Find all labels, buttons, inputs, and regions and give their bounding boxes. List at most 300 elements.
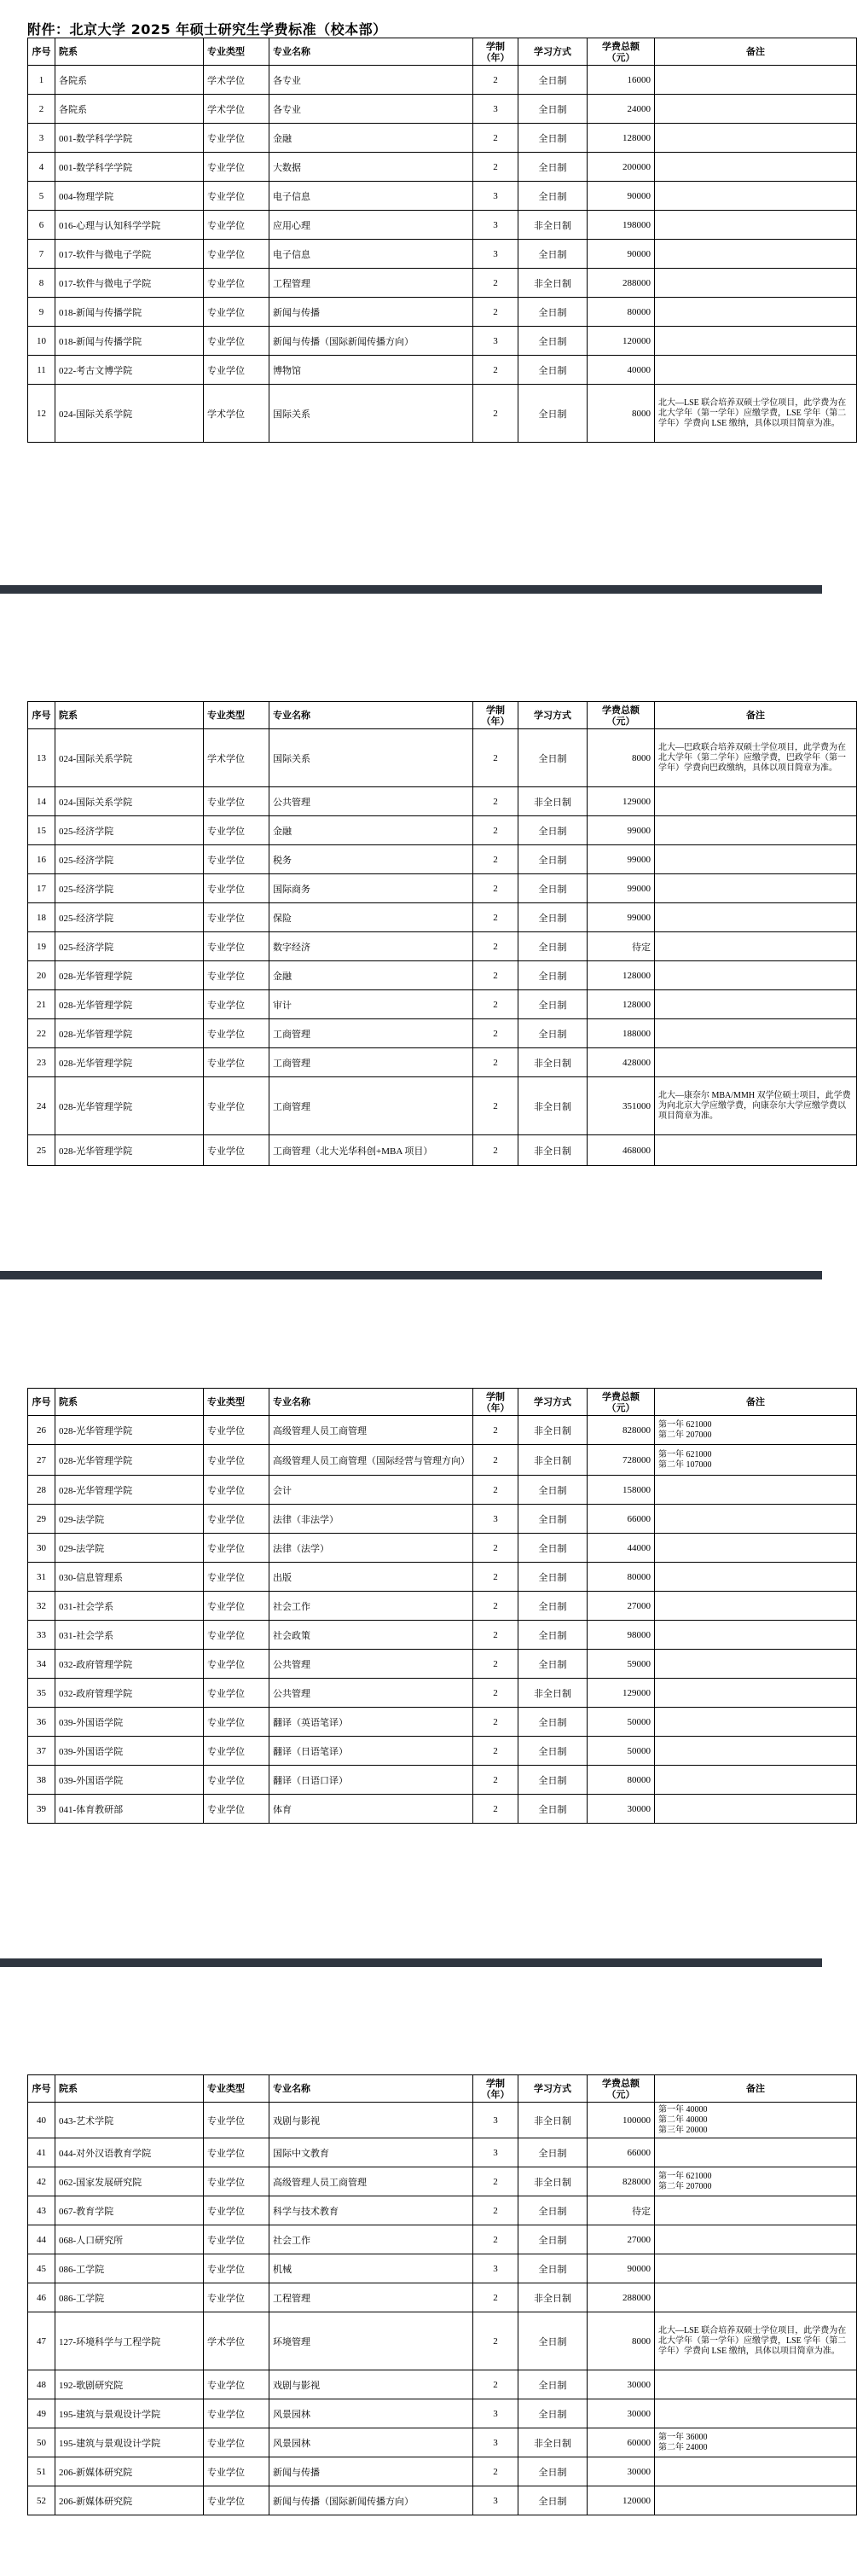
table-row — [28, 182, 857, 211]
table-row — [28, 1476, 857, 1505]
cell-remarks — [655, 2486, 857, 2515]
cell-remarks: 北大—LSE 联合培养双硕士学位项目，此学费为在北大学年（第一学年）应缴学费，LSE 学年（第二学年）学费向 LSE 缴纳，具体以项目简章为准。 — [655, 2312, 857, 2370]
cell-major-name: 金融 — [269, 124, 473, 153]
cell-tuition-total: 99000 — [588, 903, 655, 932]
cell-degree-type: 专业学位 — [204, 2283, 269, 2312]
cell-study-mode: 全日制 — [518, 2225, 588, 2254]
cell-degree-type: 专业学位 — [204, 845, 269, 874]
cell-degree-type: 专业学位 — [204, 2486, 269, 2515]
cell-duration-years: 3 — [473, 211, 518, 240]
cell-row-number: 24 — [28, 1077, 55, 1135]
cell-degree-type: 专业学位 — [204, 1621, 269, 1650]
table-row — [28, 990, 857, 1019]
cell-row-number: 21 — [28, 990, 55, 1019]
cell-duration-years: 2 — [473, 2225, 518, 2254]
table-row — [28, 729, 857, 787]
cell-duration-years: 2 — [473, 298, 518, 327]
cell-study-mode: 全日制 — [518, 2457, 588, 2486]
cell-department: 031-社会学系 — [55, 1621, 204, 1650]
cell-remarks — [655, 1795, 857, 1824]
cell-duration-years: 2 — [473, 1621, 518, 1650]
cell-major-name: 国际关系 — [269, 385, 473, 443]
cell-duration-years: 2 — [473, 385, 518, 443]
cell-department: 004-物理学院 — [55, 182, 204, 211]
cell-department: 001-数学科学学院 — [55, 153, 204, 182]
cell-row-number: 45 — [28, 2254, 55, 2283]
table-row — [28, 1737, 857, 1766]
cell-duration-years: 2 — [473, 932, 518, 961]
cell-row-number: 18 — [28, 903, 55, 932]
fee-table-page-2 — [27, 701, 851, 1166]
cell-degree-type: 专业学位 — [204, 2138, 269, 2167]
cell-degree-type: 专业学位 — [204, 153, 269, 182]
table-row — [28, 1795, 857, 1824]
header-remarks: 备注 — [655, 1389, 857, 1416]
cell-tuition-total: 90000 — [588, 2254, 655, 2283]
cell-row-number: 50 — [28, 2428, 55, 2457]
cell-major-name: 高级管理人员工商管理 — [269, 2167, 473, 2196]
cell-study-mode: 非全日制 — [518, 1135, 588, 1166]
cell-tuition-total: 80000 — [588, 298, 655, 327]
cell-department: 028-光华管理学院 — [55, 1135, 204, 1166]
cell-tuition-total: 99000 — [588, 845, 655, 874]
cell-department: 025-经济学院 — [55, 903, 204, 932]
cell-remarks — [655, 961, 857, 990]
cell-major-name: 风景园林 — [269, 2399, 473, 2428]
table-row — [28, 2138, 857, 2167]
table-row — [28, 2196, 857, 2225]
table-row — [28, 124, 857, 153]
cell-major-name: 新闻与传播（国际新闻传播方向） — [269, 327, 473, 356]
cell-row-number: 17 — [28, 874, 55, 903]
cell-major-name: 社会工作 — [269, 2225, 473, 2254]
table-row — [28, 269, 857, 298]
cell-row-number: 29 — [28, 1505, 55, 1534]
header-study-mode: 学习方式 — [518, 702, 588, 729]
cell-duration-years: 2 — [473, 874, 518, 903]
cell-study-mode: 全日制 — [518, 845, 588, 874]
cell-remarks — [655, 124, 857, 153]
cell-study-mode: 非全日制 — [518, 787, 588, 816]
cell-tuition-total: 128000 — [588, 990, 655, 1019]
cell-tuition-total: 30000 — [588, 1795, 655, 1824]
cell-department: 032-政府管理学院 — [55, 1650, 204, 1679]
cell-row-number: 42 — [28, 2167, 55, 2196]
cell-degree-type: 专业学位 — [204, 2399, 269, 2428]
cell-major-name: 国际关系 — [269, 729, 473, 787]
header-major-name: 专业名称 — [269, 38, 473, 66]
cell-remarks — [655, 903, 857, 932]
cell-duration-years: 2 — [473, 1476, 518, 1505]
cell-remarks — [655, 66, 857, 95]
cell-duration-years: 2 — [473, 1445, 518, 1476]
cell-study-mode: 全日制 — [518, 153, 588, 182]
cell-degree-type: 专业学位 — [204, 1592, 269, 1621]
header-remarks: 备注 — [655, 2075, 857, 2103]
cell-tuition-total: 待定 — [588, 932, 655, 961]
cell-tuition-total: 30000 — [588, 2399, 655, 2428]
cell-tuition-total: 8000 — [588, 385, 655, 443]
cell-duration-years: 2 — [473, 816, 518, 845]
cell-tuition-total: 188000 — [588, 1019, 655, 1048]
cell-department: 025-经济学院 — [55, 932, 204, 961]
cell-tuition-total: 24000 — [588, 95, 655, 124]
cell-degree-type: 专业学位 — [204, 327, 269, 356]
cell-degree-type: 专业学位 — [204, 1679, 269, 1708]
cell-department: 195-建筑与景观设计学院 — [55, 2428, 204, 2457]
cell-row-number: 1 — [28, 66, 55, 95]
cell-study-mode: 全日制 — [518, 182, 588, 211]
cell-department: 028-光华管理学院 — [55, 990, 204, 1019]
cell-duration-years: 3 — [473, 240, 518, 269]
cell-major-name: 出版 — [269, 1563, 473, 1592]
table-row — [28, 240, 857, 269]
cell-degree-type: 专业学位 — [204, 932, 269, 961]
table-row — [28, 2457, 857, 2486]
cell-row-number: 44 — [28, 2225, 55, 2254]
cell-study-mode: 全日制 — [518, 1534, 588, 1563]
cell-tuition-total: 100000 — [588, 2103, 655, 2138]
table-row — [28, 1534, 857, 1563]
cell-degree-type: 专业学位 — [204, 240, 269, 269]
cell-duration-years: 2 — [473, 990, 518, 1019]
header-tuition-total: 学费总额（元） — [588, 2075, 655, 2103]
table-row — [28, 816, 857, 845]
cell-major-name: 社会政策 — [269, 1621, 473, 1650]
table-row — [28, 2283, 857, 2312]
cell-remarks: 北大—康奈尔 MBA/MMH 双学位硕士项目，此学费为向北京大学应缴学费，向康奈尔大学应缴学费以项目简章为准。 — [655, 1077, 857, 1135]
cell-remarks — [655, 356, 857, 385]
cell-tuition-total: 44000 — [588, 1534, 655, 1563]
cell-department: 025-经济学院 — [55, 845, 204, 874]
cell-duration-years: 2 — [473, 1019, 518, 1048]
cell-major-name: 工程管理 — [269, 269, 473, 298]
cell-degree-type: 学术学位 — [204, 385, 269, 443]
cell-study-mode: 全日制 — [518, 298, 588, 327]
cell-remarks: 第一年 621000 第二年 207000 — [655, 1416, 857, 1445]
cell-remarks — [655, 327, 857, 356]
cell-major-name: 戏剧与影视 — [269, 2370, 473, 2399]
cell-row-number: 2 — [28, 95, 55, 124]
cell-major-name: 各专业 — [269, 66, 473, 95]
cell-tuition-total: 129000 — [588, 1679, 655, 1708]
cell-study-mode: 非全日制 — [518, 2103, 588, 2138]
cell-department: 029-法学院 — [55, 1505, 204, 1534]
cell-study-mode: 全日制 — [518, 95, 588, 124]
cell-study-mode: 全日制 — [518, 356, 588, 385]
table-row — [28, 1048, 857, 1077]
header-row-number: 序号 — [28, 2075, 55, 2103]
cell-major-name: 翻译（英语笔译） — [269, 1708, 473, 1737]
cell-degree-type: 专业学位 — [204, 1476, 269, 1505]
header-degree-type: 专业类型 — [204, 1389, 269, 1416]
cell-department: 041-体育教研部 — [55, 1795, 204, 1824]
table-row — [28, 787, 857, 816]
cell-remarks — [655, 1766, 857, 1795]
header-degree-type: 专业类型 — [204, 38, 269, 66]
cell-duration-years: 3 — [473, 182, 518, 211]
cell-degree-type: 专业学位 — [204, 1650, 269, 1679]
header-row-number: 序号 — [28, 38, 55, 66]
cell-department: 086-工学院 — [55, 2254, 204, 2283]
cell-degree-type: 专业学位 — [204, 1766, 269, 1795]
cell-row-number: 36 — [28, 1708, 55, 1737]
cell-tuition-total: 90000 — [588, 240, 655, 269]
fee-table-page-3 — [27, 1388, 795, 1824]
cell-department: 039-外国语学院 — [55, 1708, 204, 1737]
cell-major-name: 保险 — [269, 903, 473, 932]
cell-tuition-total: 728000 — [588, 1445, 655, 1476]
cell-degree-type: 专业学位 — [204, 182, 269, 211]
cell-degree-type: 专业学位 — [204, 211, 269, 240]
header-remarks: 备注 — [655, 702, 857, 729]
cell-tuition-total: 128000 — [588, 961, 655, 990]
cell-remarks: 北大—巴政联合培养双硕士学位项目，此学费为在北大学年（第二学年）应缴学费，巴政学年（第一学年）学费向巴政缴纳，具体以项目简章为准。 — [655, 729, 857, 787]
cell-major-name: 工商管理 — [269, 1048, 473, 1077]
cell-row-number: 49 — [28, 2399, 55, 2428]
cell-department: 039-外国语学院 — [55, 1737, 204, 1766]
cell-tuition-total: 120000 — [588, 2486, 655, 2515]
fee-table-page-4 — [27, 2074, 847, 2515]
cell-department: 030-信息管理系 — [55, 1563, 204, 1592]
cell-remarks — [655, 1563, 857, 1592]
cell-row-number: 32 — [28, 1592, 55, 1621]
cell-row-number: 48 — [28, 2370, 55, 2399]
table-header-row — [28, 1389, 857, 1416]
cell-duration-years: 2 — [473, 269, 518, 298]
cell-degree-type: 专业学位 — [204, 2370, 269, 2399]
cell-degree-type: 专业学位 — [204, 2196, 269, 2225]
cell-row-number: 11 — [28, 356, 55, 385]
cell-duration-years: 3 — [473, 2254, 518, 2283]
cell-duration-years: 2 — [473, 1534, 518, 1563]
cell-major-name: 工商管理 — [269, 1019, 473, 1048]
table-row — [28, 385, 857, 443]
cell-tuition-total: 80000 — [588, 1563, 655, 1592]
cell-row-number: 4 — [28, 153, 55, 182]
cell-study-mode: 全日制 — [518, 816, 588, 845]
cell-row-number: 8 — [28, 269, 55, 298]
cell-tuition-total: 30000 — [588, 2457, 655, 2486]
cell-degree-type: 专业学位 — [204, 2428, 269, 2457]
cell-study-mode: 全日制 — [518, 240, 588, 269]
table-row — [28, 961, 857, 990]
cell-duration-years: 2 — [473, 1708, 518, 1737]
cell-remarks — [655, 240, 857, 269]
cell-study-mode: 全日制 — [518, 2399, 588, 2428]
table-row — [28, 2167, 857, 2196]
cell-major-name: 工商管理（北大光华科创+MBA 项目） — [269, 1135, 473, 1166]
cell-tuition-total: 120000 — [588, 327, 655, 356]
cell-study-mode: 全日制 — [518, 2312, 588, 2370]
cell-study-mode: 全日制 — [518, 1563, 588, 1592]
header-major-name: 专业名称 — [269, 1389, 473, 1416]
cell-major-name: 科学与技术教育 — [269, 2196, 473, 2225]
cell-degree-type: 专业学位 — [204, 2103, 269, 2138]
cell-remarks: 北大—LSE 联合培养双硕士学位项目，此学费为在北大学年（第一学年）应缴学费，LSE 学年（第二学年）学费向 LSE 缴纳，具体以项目简章为准。 — [655, 385, 857, 443]
table-row — [28, 327, 857, 356]
header-tuition-total: 学费总额（元） — [588, 38, 655, 66]
cell-duration-years: 2 — [473, 2196, 518, 2225]
cell-remarks — [655, 874, 857, 903]
cell-row-number: 13 — [28, 729, 55, 787]
cell-major-name: 法律（法学） — [269, 1534, 473, 1563]
cell-degree-type: 专业学位 — [204, 874, 269, 903]
cell-duration-years: 2 — [473, 1737, 518, 1766]
cell-tuition-total: 59000 — [588, 1650, 655, 1679]
header-row-number: 序号 — [28, 702, 55, 729]
cell-tuition-total: 27000 — [588, 1592, 655, 1621]
table-row — [28, 211, 857, 240]
table-row — [28, 1679, 857, 1708]
cell-row-number: 39 — [28, 1795, 55, 1824]
cell-study-mode: 全日制 — [518, 66, 588, 95]
cell-degree-type: 学术学位 — [204, 66, 269, 95]
cell-degree-type: 学术学位 — [204, 729, 269, 787]
cell-duration-years: 3 — [473, 2103, 518, 2138]
header-study-mode: 学习方式 — [518, 2075, 588, 2103]
cell-study-mode: 全日制 — [518, 1650, 588, 1679]
cell-duration-years: 2 — [473, 1795, 518, 1824]
cell-degree-type: 学术学位 — [204, 2312, 269, 2370]
cell-row-number: 16 — [28, 845, 55, 874]
cell-major-name: 税务 — [269, 845, 473, 874]
cell-tuition-total: 828000 — [588, 1416, 655, 1445]
cell-duration-years: 2 — [473, 787, 518, 816]
cell-degree-type: 专业学位 — [204, 2225, 269, 2254]
table-row — [28, 903, 857, 932]
cell-duration-years: 3 — [473, 95, 518, 124]
cell-tuition-total: 198000 — [588, 211, 655, 240]
cell-tuition-total: 288000 — [588, 269, 655, 298]
cell-department: 016-心理与认知科学学院 — [55, 211, 204, 240]
cell-department: 062-国家发展研究院 — [55, 2167, 204, 2196]
header-department: 院系 — [55, 1389, 204, 1416]
cell-remarks — [655, 298, 857, 327]
cell-remarks — [655, 787, 857, 816]
cell-major-name: 机械 — [269, 2254, 473, 2283]
cell-row-number: 35 — [28, 1679, 55, 1708]
tuition-table — [27, 38, 857, 443]
header-degree-type: 专业类型 — [204, 2075, 269, 2103]
cell-major-name: 公共管理 — [269, 1650, 473, 1679]
cell-row-number: 37 — [28, 1737, 55, 1766]
cell-major-name: 金融 — [269, 816, 473, 845]
cell-remarks — [655, 845, 857, 874]
cell-study-mode: 非全日制 — [518, 2428, 588, 2457]
table-row — [28, 2225, 857, 2254]
cell-study-mode: 非全日制 — [518, 2283, 588, 2312]
cell-duration-years: 3 — [473, 1505, 518, 1534]
header-department: 院系 — [55, 2075, 204, 2103]
cell-row-number: 40 — [28, 2103, 55, 2138]
cell-major-name: 国际商务 — [269, 874, 473, 903]
table-row — [28, 932, 857, 961]
table-row — [28, 845, 857, 874]
table-row — [28, 66, 857, 95]
cell-row-number: 52 — [28, 2486, 55, 2515]
cell-major-name: 工商管理 — [269, 1077, 473, 1135]
cell-row-number: 51 — [28, 2457, 55, 2486]
cell-degree-type: 专业学位 — [204, 990, 269, 1019]
cell-row-number: 26 — [28, 1416, 55, 1445]
table-row — [28, 1592, 857, 1621]
cell-major-name: 翻译（日语口译） — [269, 1766, 473, 1795]
cell-department: 031-社会学系 — [55, 1592, 204, 1621]
cell-row-number: 22 — [28, 1019, 55, 1048]
cell-department: 206-新媒体研究院 — [55, 2457, 204, 2486]
cell-department: 018-新闻与传播学院 — [55, 327, 204, 356]
cell-major-name: 戏剧与影视 — [269, 2103, 473, 2138]
cell-remarks — [655, 95, 857, 124]
tuition-table — [27, 1388, 857, 1824]
cell-row-number: 6 — [28, 211, 55, 240]
cell-row-number: 41 — [28, 2138, 55, 2167]
cell-department: 127-环境科学与工程学院 — [55, 2312, 204, 2370]
cell-duration-years: 2 — [473, 1077, 518, 1135]
table-row — [28, 2312, 857, 2370]
cell-major-name: 高级管理人员工商管理 — [269, 1416, 473, 1445]
cell-major-name: 工程管理 — [269, 2283, 473, 2312]
table-header-row — [28, 2075, 857, 2103]
cell-duration-years: 2 — [473, 903, 518, 932]
table-row — [28, 2254, 857, 2283]
cell-major-name: 博物馆 — [269, 356, 473, 385]
cell-tuition-total: 40000 — [588, 356, 655, 385]
cell-duration-years: 3 — [473, 2428, 518, 2457]
cell-study-mode: 非全日制 — [518, 1445, 588, 1476]
cell-remarks — [655, 1476, 857, 1505]
cell-major-name: 环境管理 — [269, 2312, 473, 2370]
cell-major-name: 新闻与传播（国际新闻传播方向） — [269, 2486, 473, 2515]
cell-row-number: 27 — [28, 1445, 55, 1476]
cell-study-mode: 非全日制 — [518, 1048, 588, 1077]
cell-study-mode: 全日制 — [518, 2370, 588, 2399]
cell-duration-years: 2 — [473, 2457, 518, 2486]
cell-row-number: 33 — [28, 1621, 55, 1650]
cell-row-number: 34 — [28, 1650, 55, 1679]
header-duration-years: 学制（年） — [473, 1389, 518, 1416]
cell-tuition-total: 351000 — [588, 1077, 655, 1135]
cell-row-number: 15 — [28, 816, 55, 845]
cell-major-name: 公共管理 — [269, 1679, 473, 1708]
cell-remarks: 第一年 621000 第二年 107000 — [655, 1445, 857, 1476]
cell-study-mode: 全日制 — [518, 2254, 588, 2283]
cell-study-mode: 全日制 — [518, 1505, 588, 1534]
cell-row-number: 9 — [28, 298, 55, 327]
cell-duration-years: 2 — [473, 845, 518, 874]
cell-tuition-total: 128000 — [588, 124, 655, 153]
cell-remarks — [655, 1019, 857, 1048]
cell-department: 044-对外汉语教育学院 — [55, 2138, 204, 2167]
cell-department: 028-光华管理学院 — [55, 1416, 204, 1445]
cell-remarks — [655, 1592, 857, 1621]
cell-study-mode: 非全日制 — [518, 1077, 588, 1135]
header-degree-type: 专业类型 — [204, 702, 269, 729]
cell-study-mode: 全日制 — [518, 729, 588, 787]
cell-duration-years: 2 — [473, 729, 518, 787]
cell-degree-type: 专业学位 — [204, 787, 269, 816]
cell-department: 195-建筑与景观设计学院 — [55, 2399, 204, 2428]
cell-row-number: 14 — [28, 787, 55, 816]
cell-degree-type: 专业学位 — [204, 961, 269, 990]
cell-study-mode: 全日制 — [518, 1592, 588, 1621]
cell-department: 028-光华管理学院 — [55, 1077, 204, 1135]
header-major-name: 专业名称 — [269, 702, 473, 729]
cell-remarks — [655, 1048, 857, 1077]
cell-tuition-total: 8000 — [588, 2312, 655, 2370]
cell-remarks: 第一年 40000 第二年 40000 第三年 20000 — [655, 2103, 857, 2138]
